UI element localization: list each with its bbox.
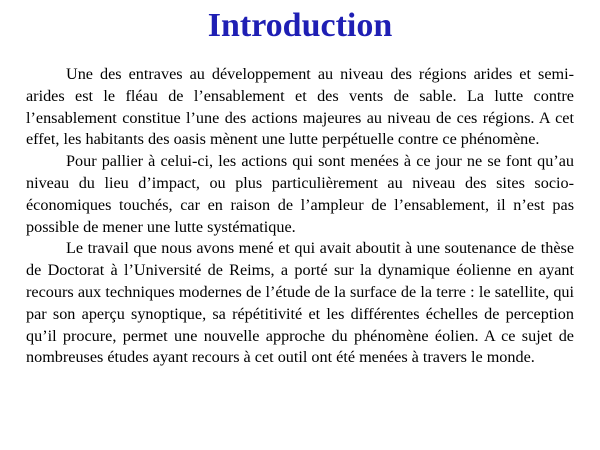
slide-title: Introduction xyxy=(207,7,393,44)
paragraph-2: Pour pallier à celui-ci, les actions qui sont menées à ce jour ne se font qu’au niveau du lieu d’impact, ou plus particulièrement au niveau des sites socio-économiques touchés, car en raison de l’ampleur de l’ensablement, il n’est pas possible de mener une lutte systématique. xyxy=(26,152,574,236)
slide-body xyxy=(26,64,574,369)
paragraph-1: Une des entraves au développement au niveau des régions arides et semi-arides est le fléau de l’ensablement et des vents de sable. La lutte contre l’ensablement constitue l’une des actions majeures au niveau de ces régions. A cet effet, les habitants des oasis mènent une lutte perpétuelle contre ce phénomène. xyxy=(26,65,574,149)
paragraph-3: Le travail que nous avons mené et qui avait aboutit à une soutenance de thèse de Doctorat à l’Université de Reims, a porté sur la dynamique éolienne en ayant recours aux techniques modernes de l’étude de la surface de la terre : le satellite, qui par son aperçu synoptique, sa répétitivité et les différentes échelles de perception qu’il procure, permet une nouvelle approche du phénomène éolien. A ce sujet de nombreuses études ayant recours à cet outil ont été menées à travers le monde. xyxy=(26,239,574,367)
